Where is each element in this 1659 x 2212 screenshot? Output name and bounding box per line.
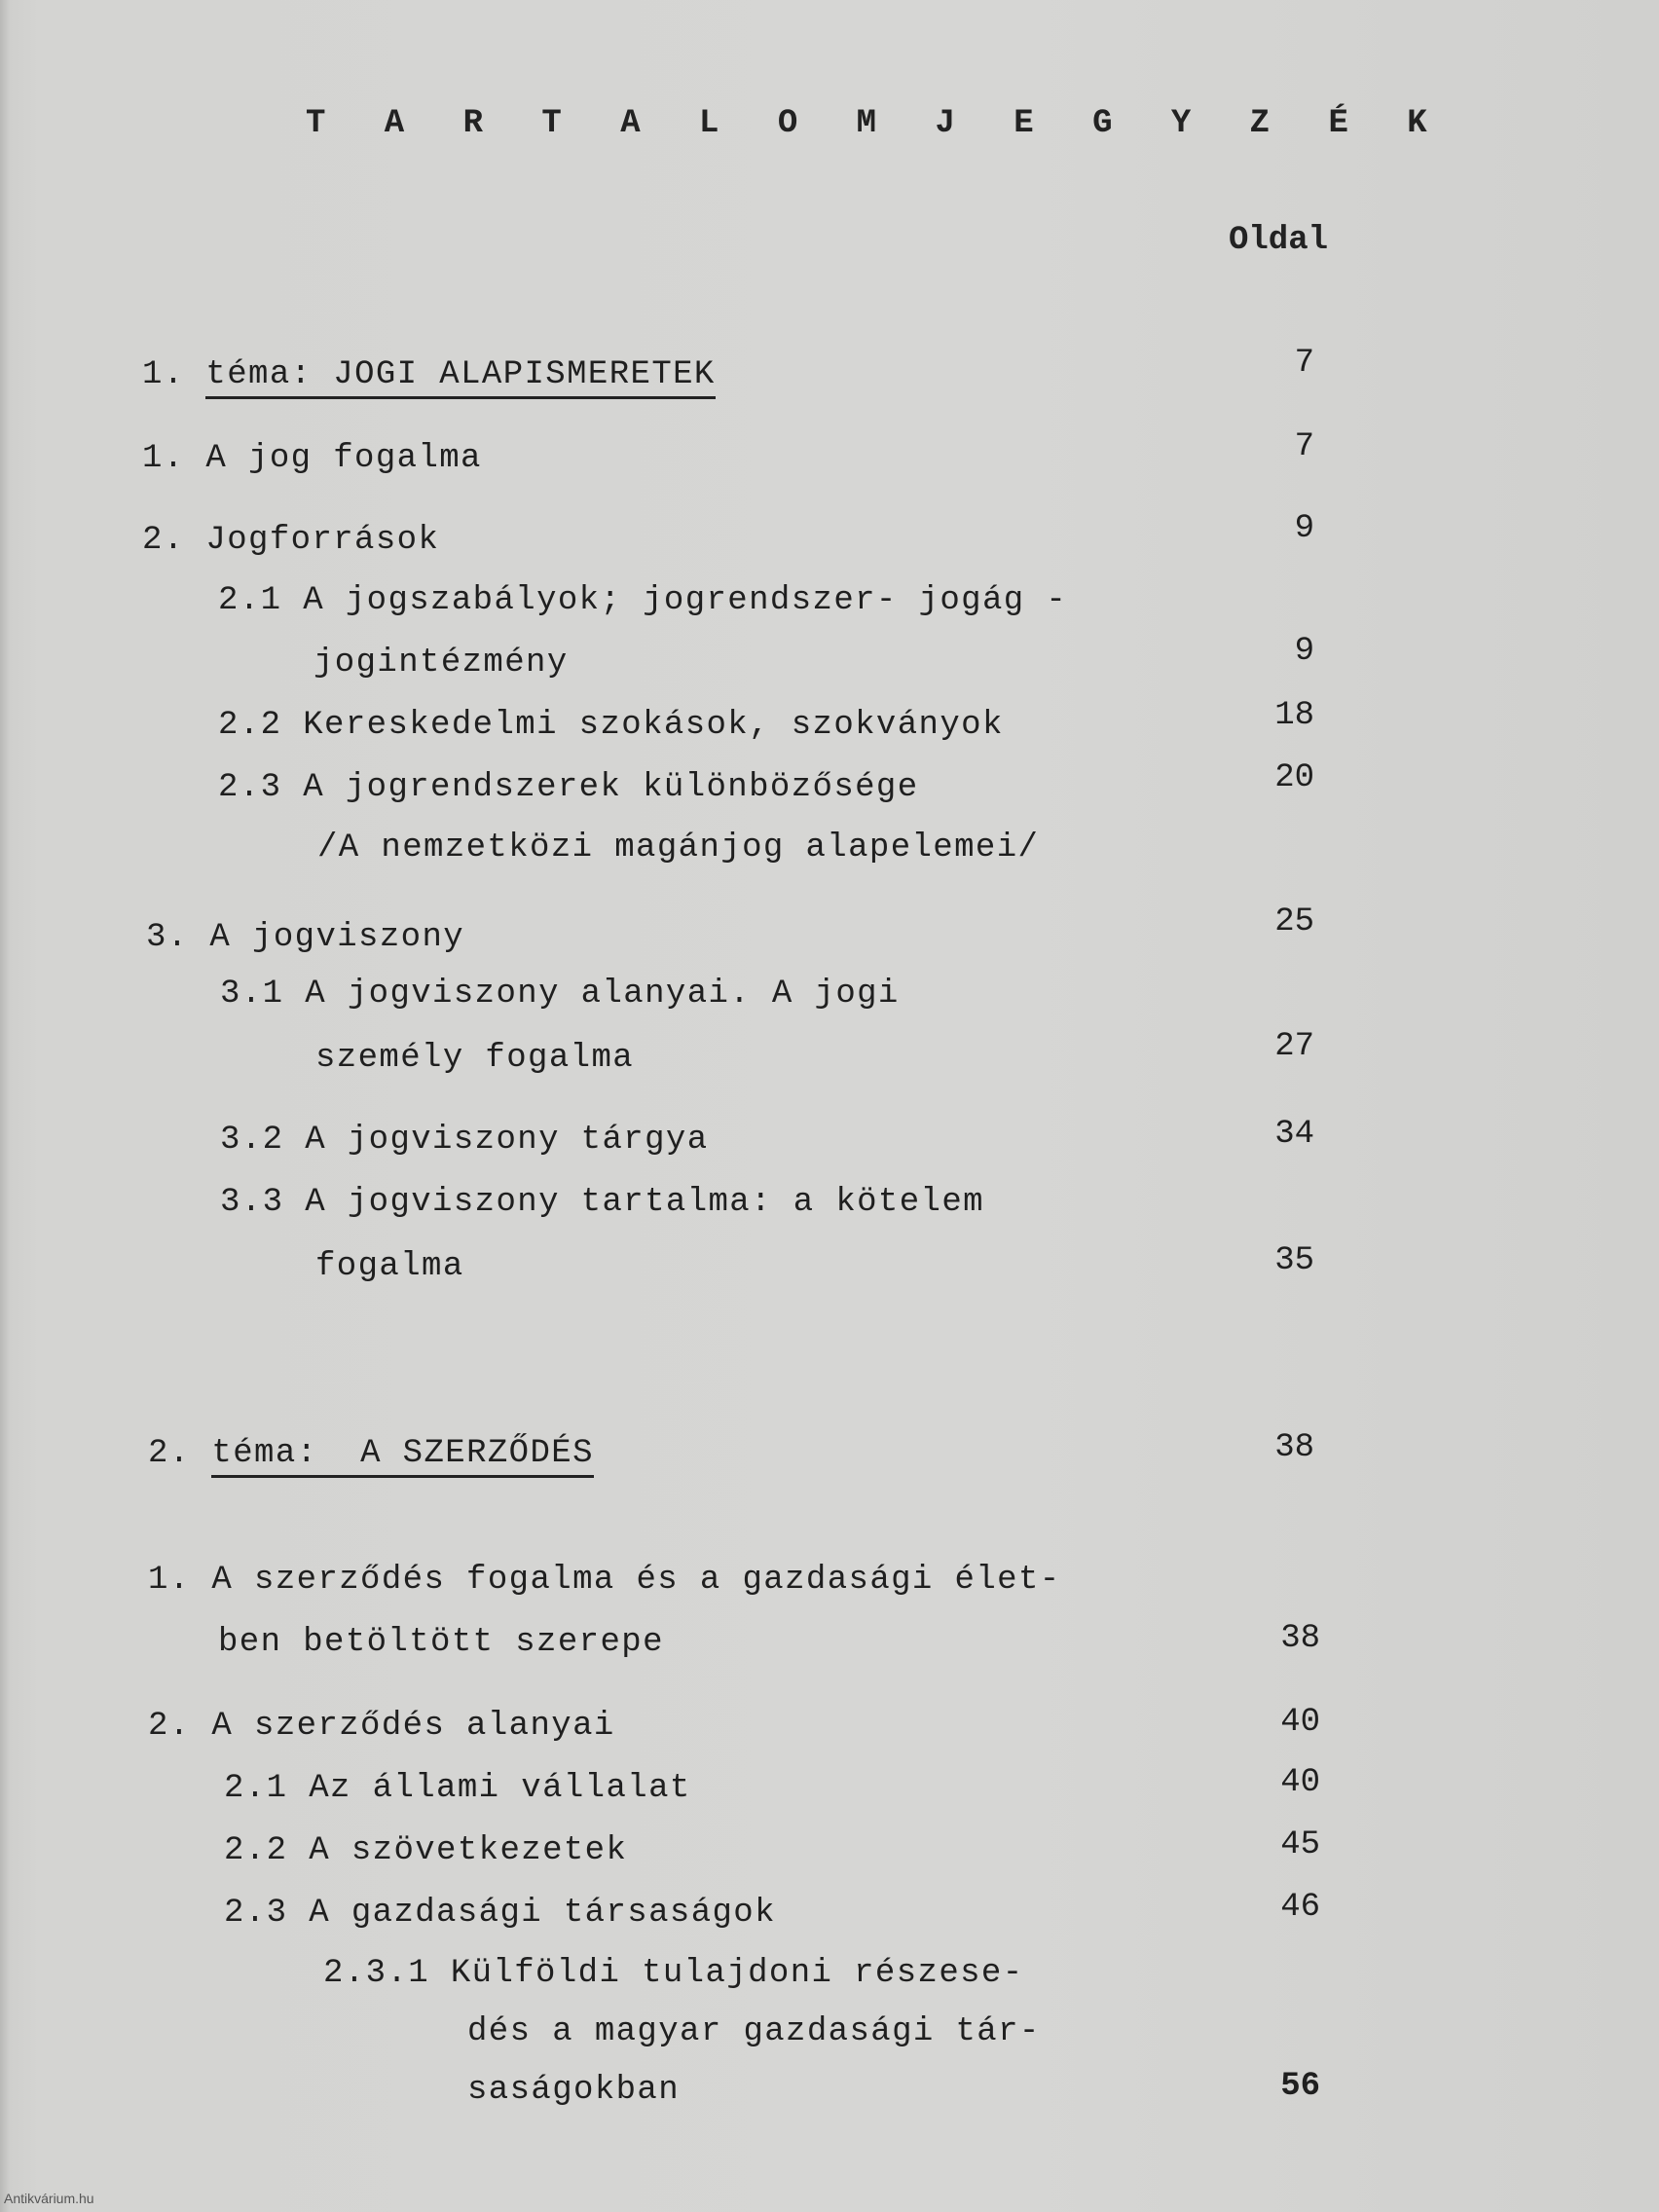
toc-entry: 1. A jog fogalma <box>142 440 482 477</box>
section-number: 1. <box>142 356 185 393</box>
document-title: T A R T A L O M J E G Y Z É K <box>306 105 1447 142</box>
toc-page-number: 9 <box>1294 633 1314 670</box>
toc-entry-continuation: fogalma <box>315 1248 464 1285</box>
toc-entry: 2. Jogforrások <box>142 522 440 559</box>
toc-entry: 2.3.1 Külföldi tulajdoni részese- <box>323 1955 1024 1992</box>
toc-page-number: 25 <box>1274 903 1314 940</box>
toc-entry: 3. A jogviszony <box>146 919 465 956</box>
toc-page-number: 56 <box>1280 2068 1320 2105</box>
toc-entry-continuation: jogintézmény <box>313 645 569 682</box>
toc-entry: 2.2 A szövetkezetek <box>224 1832 628 1869</box>
source-credit: Antikvárium.hu <box>4 2191 94 2206</box>
toc-entry: 2.1 A jogszabályok; jogrendszer- jogág - <box>218 582 1068 619</box>
section-page-number: 38 <box>1274 1429 1314 1466</box>
toc-entry: 2.2 Kereskedelmi szokások, szokványok <box>218 707 1004 744</box>
toc-page-number: 27 <box>1274 1028 1314 1065</box>
section-number: 2. <box>148 1435 191 1472</box>
toc-entry: 2.1 Az állami vállalat <box>224 1770 691 1807</box>
toc-entry-continuation: /A nemzetközi magánjog alapelemei/ <box>317 830 1040 866</box>
page-column-header: Oldal <box>1229 222 1329 259</box>
toc-page-number: 46 <box>1280 1889 1320 1926</box>
toc-page-number: 40 <box>1280 1704 1320 1741</box>
toc-page-number: 38 <box>1280 1620 1320 1657</box>
toc-page-number: 20 <box>1274 759 1314 796</box>
toc-entry: 3.2 A jogviszony tárgya <box>220 1122 709 1159</box>
toc-entry: 2. A szerződés alanyai <box>148 1708 615 1745</box>
toc-page-number: 7 <box>1294 428 1314 465</box>
toc-entry-continuation: személy fogalma <box>315 1040 635 1077</box>
toc-entry: 3.1 A jogviszony alanyai. A jogi <box>220 976 900 1013</box>
toc-page-number: 40 <box>1280 1764 1320 1801</box>
toc-page-number: 35 <box>1274 1242 1314 1279</box>
toc-entry-continuation: dés a magyar gazdasági tár- <box>467 2013 1041 2050</box>
toc-page-number: 9 <box>1294 510 1314 547</box>
toc-entry-continuation: saságokban <box>467 2072 681 2109</box>
toc-page-number: 18 <box>1274 697 1314 734</box>
section-heading-2 <box>148 1435 594 1472</box>
toc-entry: 3.3 A jogviszony tartalma: a kötelem <box>220 1184 984 1221</box>
toc-page-number: 34 <box>1274 1116 1314 1153</box>
toc-entry-continuation: ben betöltött szerepe <box>218 1624 664 1661</box>
toc-page-number: 45 <box>1280 1826 1320 1863</box>
section-heading-underlined: téma: JOGI ALAPISMERETEK <box>205 356 715 399</box>
toc-entry: 2.3 A gazdasági társaságok <box>224 1895 776 1932</box>
toc-entry: 1. A szerződés fogalma és a gazdasági élet- <box>148 1562 1061 1599</box>
section-heading-underlined: téma: A SZERZŐDÉS <box>211 1435 593 1478</box>
section-heading-1 <box>142 356 716 393</box>
section-page-number: 7 <box>1294 345 1314 382</box>
toc-entry: 2.3 A jogrendszerek különbözősége <box>218 769 919 806</box>
